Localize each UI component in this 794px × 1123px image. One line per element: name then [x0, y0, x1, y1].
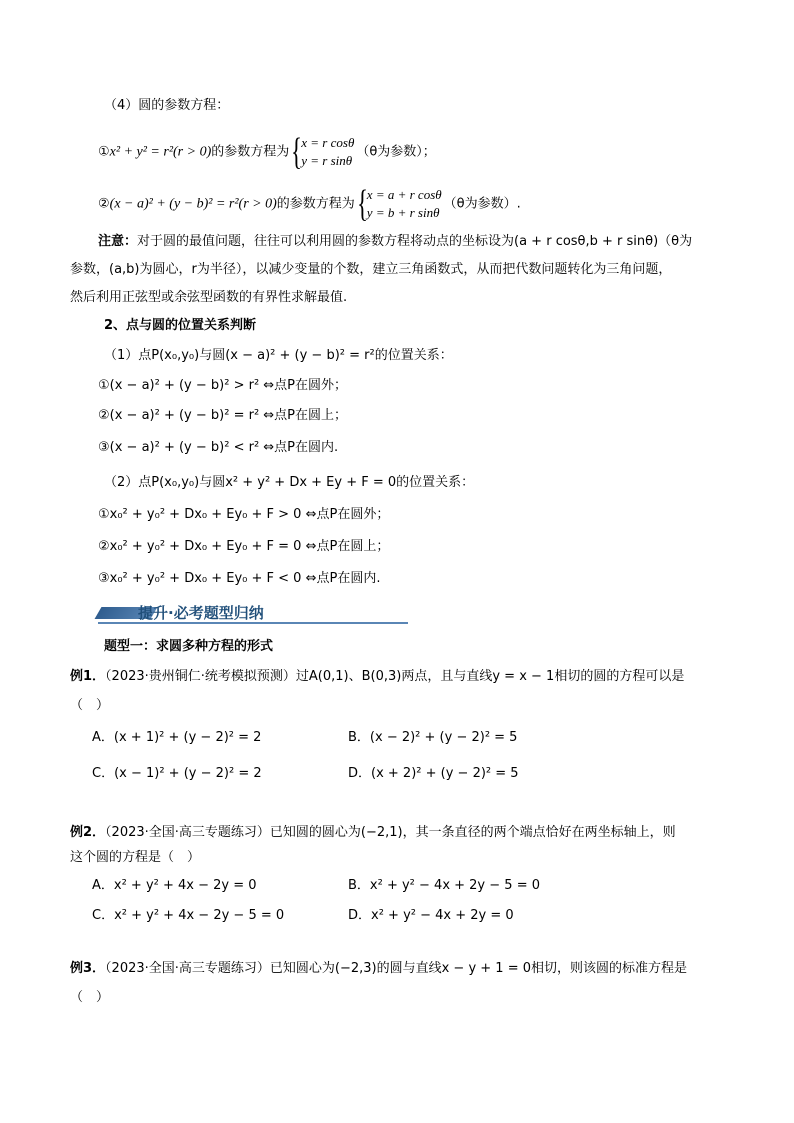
- example-2-option-a: A．x² + y² + 4x − 2y = 0: [92, 878, 257, 893]
- point-circle-1: （1）点P(x₀,y₀)与圆(x − a)² + (y − b)² = r²的位置关系：: [104, 348, 453, 363]
- item-1-system: { x = r cosθ y = r sinθ: [291, 131, 355, 173]
- item-1-tail: （θ为参数）；: [356, 144, 436, 160]
- item-2-mid: 的参数方程为: [276, 196, 355, 212]
- point-circle-2a: ①x₀² + y₀² + Dx₀ + Ey₀ + F > 0 ⇔点P在圆外；: [98, 507, 390, 522]
- item-1-equation: x² + y² = r²(r > 0): [109, 144, 212, 160]
- example-3: [70, 959, 687, 979]
- example-1-option-d: D．(x + 2)² + (y − 2)² = 5: [348, 766, 519, 781]
- note-line-2: 参数，(a,b)为圆心，r为半径），以减少变量的个数，建立三角函数式，从而把代数问题转化为三角问题，: [70, 262, 672, 277]
- note-line-3: 然后利用正弦型或余弦型函数的有界性求解最值.: [70, 290, 348, 305]
- example-2-option-c: C．x² + y² + 4x − 2y − 5 = 0: [92, 908, 285, 923]
- section-2-heading: 2、点与圆的位置关系判断: [104, 318, 257, 333]
- note-label: 注意：: [98, 234, 138, 249]
- example-3-text: （2023·全国·高三专题练习）已知圆心为(−2,3)的圆与直线x − y + 1 = 0相切，则该圆的标准方程是: [105, 961, 688, 976]
- point-circle-2c: ③x₀² + y₀² + Dx₀ + Ey₀ + F < 0 ⇔点P在圆内.: [98, 571, 381, 586]
- example-1-option-c: C．(x − 1)² + (y − 2)² = 2: [92, 766, 262, 781]
- example-2: [70, 823, 676, 843]
- item-2-equation: (x − a)² + (y − b)² = r²(r > 0): [109, 196, 277, 212]
- item-1-row-2: y = r sinθ: [301, 153, 353, 168]
- note-text-1: 对于圆的最值问题，往往可以利用圆的参数方程将动点的坐标设为(a + r cosθ,b + r sinθ)（θ为: [137, 234, 693, 249]
- item-2-system: { x = a + r cosθ y = b + r sinθ: [356, 183, 442, 225]
- example-1-label: 例1．: [70, 669, 106, 684]
- item-2-row-1: x = a + r cosθ: [366, 187, 442, 202]
- type-1-heading: 题型一：求圆多种方程的形式: [104, 639, 274, 654]
- section-banner: [98, 601, 408, 625]
- parametric-item-2: [98, 183, 521, 225]
- item-1-row-1: x = r cosθ: [301, 135, 355, 150]
- item-1-mid: 的参数方程为: [211, 144, 290, 160]
- example-3-paren: （ ）: [70, 990, 110, 1005]
- example-1: [70, 667, 684, 687]
- point-circle-2: （2）点P(x₀,y₀)与圆x² + y² + Dx + Ey + F = 0的位置关系：: [104, 475, 475, 490]
- item-2-row-2: y = b + r sinθ: [366, 205, 440, 220]
- example-3-label: 例3．: [70, 961, 106, 976]
- item-2-tail: （θ为参数）.: [443, 196, 521, 212]
- example-1-paren: （ ）: [70, 698, 110, 713]
- example-2-label: 例2．: [70, 825, 106, 840]
- example-1-option-a: A．(x + 1)² + (y − 2)² = 2: [92, 730, 262, 745]
- parametric-item-1: [98, 131, 436, 173]
- item-1-marker: ①: [98, 144, 110, 160]
- banner-rule: [98, 622, 408, 624]
- point-circle-1c: ③(x − a)² + (y − b)² < r² ⇔点P在圆内.: [98, 440, 339, 455]
- example-1-text: （2023·贵州铜仁·统考模拟预测）过A(0,1)、B(0,3)两点，且与直线y = x − 1相切的圆的方程可以是: [105, 669, 685, 684]
- example-2-option-b: B．x² + y² − 4x + 2y − 5 = 0: [348, 878, 540, 893]
- example-2-option-d: D．x² + y² − 4x + 2y = 0: [348, 908, 514, 923]
- example-2-text: （2023·全国·高三专题练习）已知圆的圆心为(−2,1)，其一条直径的两个端点恰好在两坐标轴上，则: [105, 825, 676, 840]
- item-2-marker: ②: [98, 196, 110, 212]
- section-4-heading: （4）圆的参数方程：: [104, 98, 230, 113]
- point-circle-1b: ②(x − a)² + (y − b)² = r² ⇔点P在圆上；: [98, 408, 348, 423]
- example-2-text-2: 这个圆的方程是（ ）: [70, 850, 201, 865]
- point-circle-1a: ①(x − a)² + (y − b)² > r² ⇔点P在圆外；: [98, 378, 348, 393]
- point-circle-2b: ②x₀² + y₀² + Dx₀ + Ey₀ + F = 0 ⇔点P在圆上；: [98, 539, 390, 554]
- example-1-option-b: B．(x − 2)² + (y − 2)² = 5: [348, 730, 518, 745]
- banner-title: 提升·必考题型归纳: [138, 604, 264, 622]
- note-line-1: [98, 232, 692, 252]
